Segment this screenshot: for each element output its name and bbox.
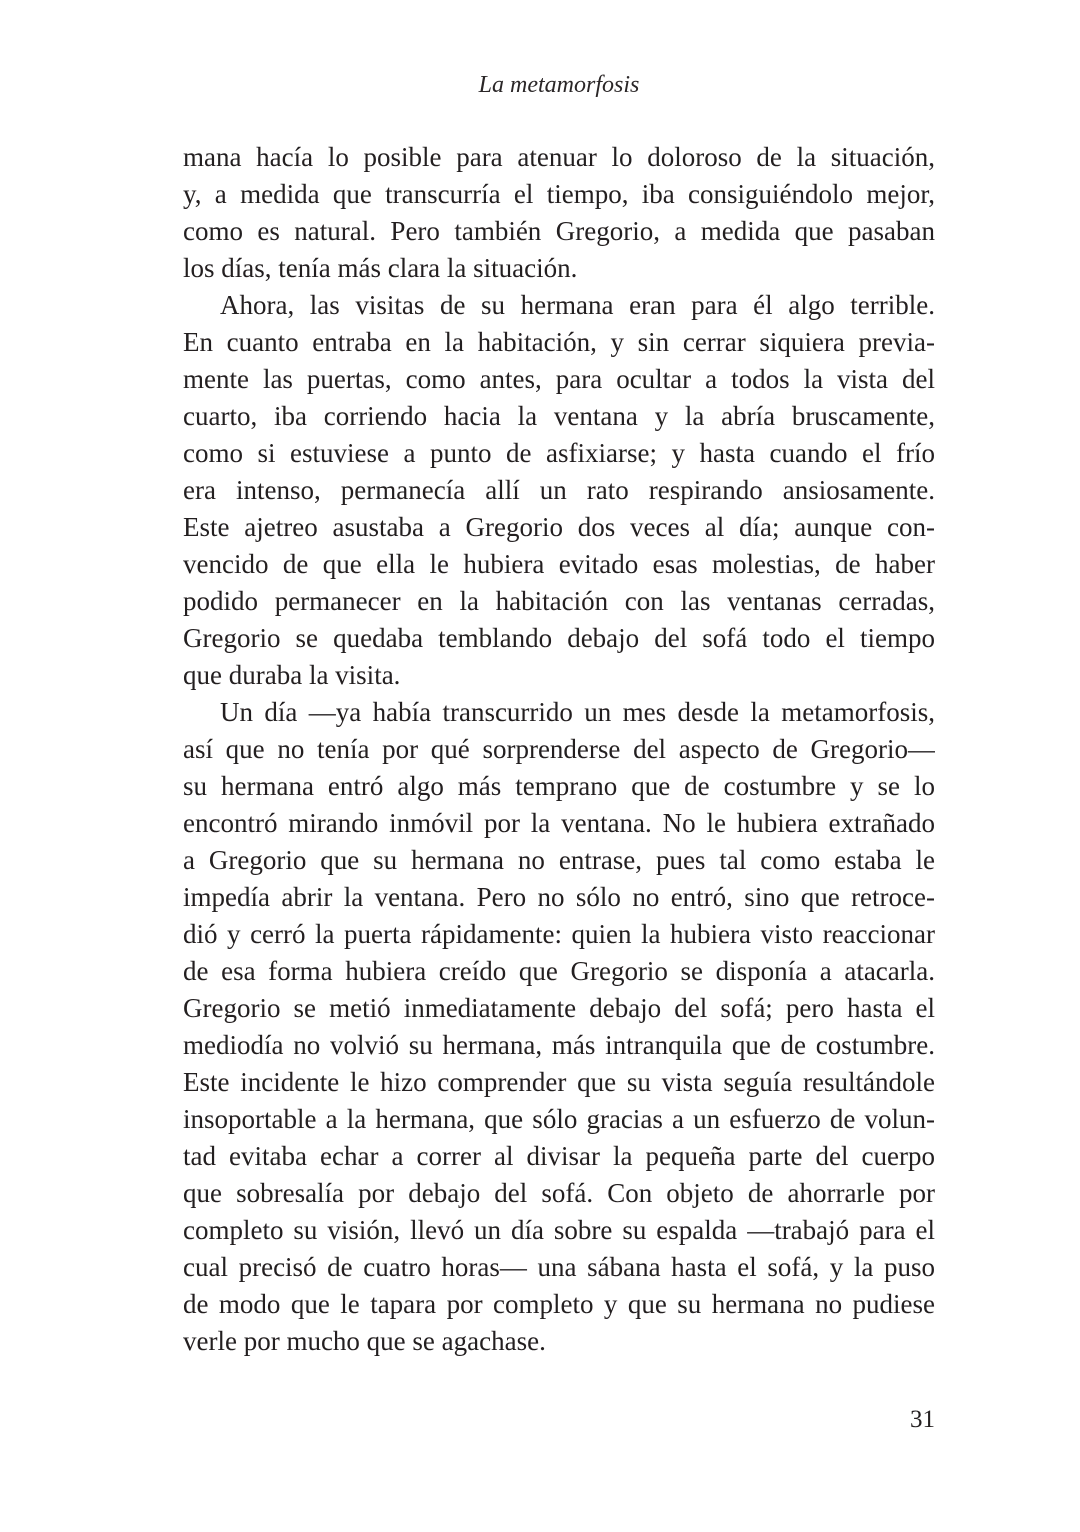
text-line: Ahora, las visitas de su hermana eran para él algo terrible. <box>220 290 935 320</box>
paragraph <box>183 139 935 287</box>
text-line: cuarto, iba corriendo hacia la ventana y la abría bruscamente, <box>183 401 935 431</box>
text-line: Gregorio se quedaba temblando debajo del sofá todo el tiempo <box>183 623 935 653</box>
text-line: y, a medida que transcurría el tiempo, iba consiguiéndolo mejor, <box>183 179 935 209</box>
text-line: así que no tenía por qué sorprenderse del aspecto de Gregorio— <box>183 734 935 764</box>
paragraph <box>183 694 935 1360</box>
text-line: a Gregorio que su hermana no entrase, pues tal como estaba le <box>183 845 935 875</box>
text-line: dió y cerró la puerta rápidamente: quien la hubiera visto reaccionar <box>183 919 935 949</box>
text-line: Este incidente le hizo comprender que su vista seguía resultándole <box>183 1067 935 1097</box>
text-line: como si estuviese a punto de asfixiarse; y hasta cuando el frío <box>183 438 935 468</box>
text-line: completo su visión, llevó un día sobre su espalda —trabajó para el <box>183 1215 935 1245</box>
running-header-title: La metamorfosis <box>478 72 640 98</box>
text-line: insoportable a la hermana, que sólo gracias a un esfuerzo de volun- <box>183 1104 935 1134</box>
text-line: de modo que le tapara por completo y que su hermana no pudiese <box>183 1289 935 1319</box>
text-line: tad evitaba echar a correr al divisar la pequeña parte del cuerpo <box>183 1141 935 1171</box>
text-line: Gregorio se metió inmediatamente debajo del sofá; pero hasta el <box>183 993 935 1023</box>
text-line: cual precisó de cuatro horas— una sábana hasta el sofá, y la puso <box>183 1252 935 1282</box>
paragraph <box>183 287 935 694</box>
body-text <box>183 139 935 1360</box>
text-line: Este ajetreo asustaba a Gregorio dos veces al día; aunque con- <box>183 512 935 542</box>
page-number: 31 <box>910 1406 935 1433</box>
text-line: Un día —ya había transcurrido un mes desde la metamorfosis, <box>220 697 935 727</box>
text-line: En cuanto entraba en la habitación, y sin cerrar siquiera previa- <box>183 327 935 357</box>
text-line: mente las puertas, como antes, para ocultar a todos la vista del <box>183 364 935 394</box>
text-line: como es natural. Pero también Gregorio, a medida que pasaban <box>183 216 935 246</box>
text-line: impedía abrir la ventana. Pero no sólo no entró, sino que retroce- <box>183 882 935 912</box>
text-line: era intenso, permanecía allí un rato respirando ansiosamente. <box>183 475 935 505</box>
text-line: vencido de que ella le hubiera evitado esas molestias, de haber <box>183 549 935 579</box>
text-line: los días, tenía más clara la situación. <box>183 253 578 283</box>
text-line: que sobresalía por debajo del sofá. Con objeto de ahorrarle por <box>183 1178 935 1208</box>
text-line: su hermana entró algo más temprano que de costumbre y se lo <box>183 771 935 801</box>
text-line: verle por mucho que se agachase. <box>183 1326 546 1356</box>
text-line: podido permanecer en la habitación con las ventanas cerradas, <box>183 586 935 616</box>
text-line: mediodía no volvió su hermana, más intranquila que de costumbre. <box>183 1030 935 1060</box>
text-line: de esa forma hubiera creído que Gregorio se disponía a atacarla. <box>183 956 935 986</box>
text-line: encontró mirando inmóvil por la ventana. No le hubiera extrañado <box>183 808 935 838</box>
text-line: mana hacía lo posible para atenuar lo doloroso de la situación, <box>183 142 935 172</box>
text-line: que duraba la visita. <box>183 660 401 690</box>
